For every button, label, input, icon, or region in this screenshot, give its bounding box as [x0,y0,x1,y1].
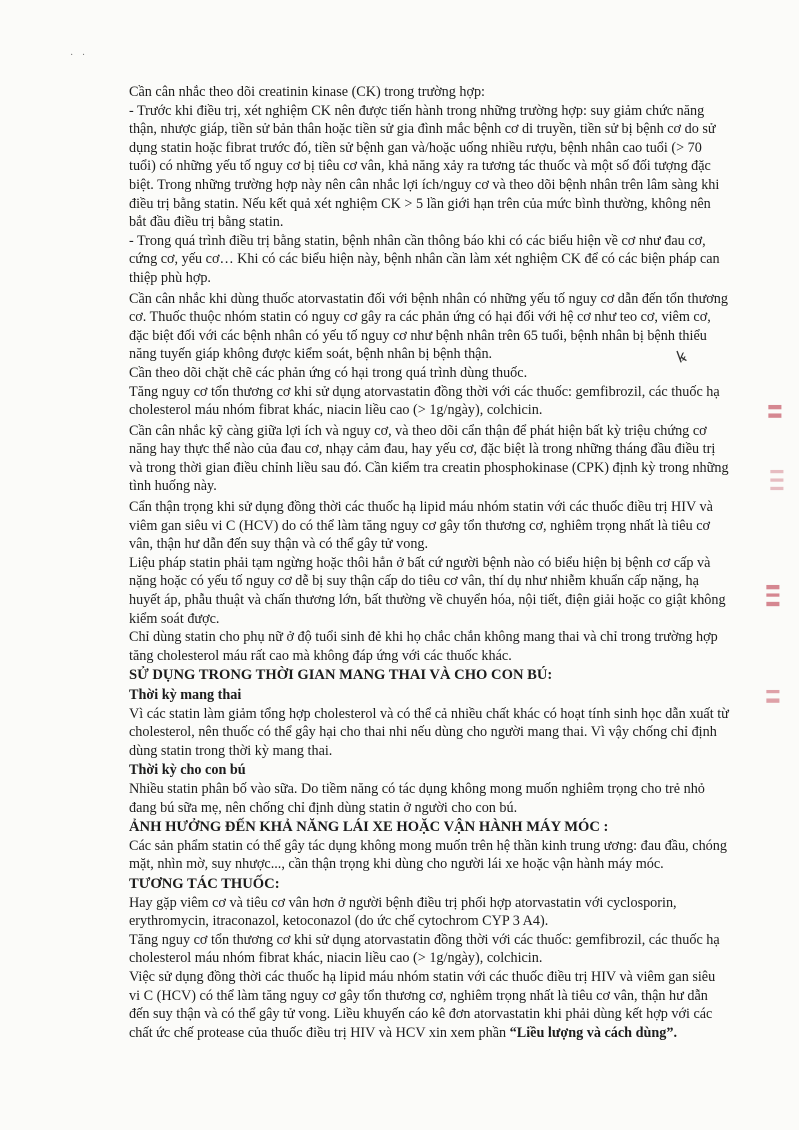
scan-specks: · · [70,50,89,61]
margin-stamp-mark: ▍▌ [766,690,779,707]
subheading-pregnancy: Thời kỳ mang thai [129,687,242,703]
paragraph: Cần theo dõi chặt chẽ các phản ứng có hại trong quá trình dùng thuốc. [129,364,528,381]
paragraph: Cần cân nhắc khi dùng thuốc atorvastatin đối với bệnh nhân có những yếu tố nguy cơ dẫn đến tổn thương cơ. Thuốc thuộc nhóm statin có nguy cơ gây ra các phản ứng có hại đối với hệ cơ như teo cơ, viêm cơ, đặc biệt đối với các bệnh nhân có yếu tố nguy cơ như bệnh nhân trên 65 tuổi, bệnh nhân bị bệnh thiểu năng tuyến giáp không được kiểm soát, bệnh nhân bị bệnh thận. [129,290,728,363]
paragraph: Vì các statin làm giảm tổng hợp cholesterol và có thể cả nhiều chất khác có hoạt tính sinh học dẫn xuất từ cholesterol, nên thuốc có thể gây hại cho thai nhi nếu dùng cho người mang thai. Vì vậy chống chỉ định dùng statin trong thời kỳ mang thai. [129,705,729,759]
section-heading-driving: ẢNH HƯỞNG ĐẾN KHẢ NĂNG LÁI XE HOẶC VẬN HÀNH MÁY MÓC : [129,819,609,836]
paragraph: Liệu pháp statin phải tạm ngừng hoặc thôi hẳn ở bất cứ người bệnh nào có biểu hiện bị bệnh cơ cấp và nặng hoặc có yếu tố nguy cơ dễ bị suy thận cấp do tiêu cơ vân, thí dụ như nhiễm khuẩn cấp nặng, hạ huyết áp, phẫu thuật và chấn thương lớn, bất thường về chuyển hóa, nội tiết, điện giải hoặc co giật không kiểm soát được. [129,554,726,627]
paragraph-text: Việc sử dụng đồng thời các thuốc hạ lipid máu nhóm statin với các thuốc điều trị HIV và viêm gan siêu vi C (HCV) có thể làm tăng nguy cơ gây tổn thương cơ, nghiêm trọng nhất là tiêu cơ vân, thận hư dẫn đến suy thận và có thể gây tử vong. Liều khuyến cáo kê đơn atorvastatin khi phải dùng kết hợp với các chất ức chế protease của thuốc điều trị HIV và HCV xin xem phần [129,968,716,1041]
paragraph: - Trước khi điều trị, xét nghiệm CK nên được tiến hành trong những trường hợp: suy giảm chức năng thận, nhược giáp, tiền sử bản thân hoặc tiền sử gia đình mắc bệnh cơ di truyền, tiền sử bị bệnh cơ do sử dụng statin hoặc fibrat trước đó, tiền sử bệnh gan và/hoặc uống nhiều rượu, bệnh nhân cao tuổi (> 70 tuổi) có những yếu tố nguy cơ bị tiêu cơ vân, khả năng xảy ra tương tác thuốc và một số đối tượng đặc biệt. Trong những trường hợp này nên cân nhắc lợi ích/nguy cơ và theo dõi bệnh nhân trên lâm sàng khi điều trị bằng statin. Nếu kết quả xét nghiệm CK > 5 lần giới hạn trên của mức bình thường, không nên bắt đầu điều trị bằng statin. [129,102,720,231]
paragraph: Nhiều statin phân bố vào sữa. Do tiềm năng có tác dụng không mong muốn nghiêm trọng cho trẻ nhỏ đang bú sữa mẹ, nên chống chỉ định dùng statin ở người cho con bú. [129,780,705,816]
margin-stamp-mark: ▌▍▌ [766,585,779,611]
paragraph: Tăng nguy cơ tổn thương cơ khi sử dụng atorvastatin đồng thời với các thuốc: gemfibrozil, các thuốc hạ cholesterol máu nhóm fibrat khác, niacin liều cao (> 1g/ngày), colchicin. [129,931,720,967]
paragraph: Cần cân nhắc theo dõi creatinin kinase (CK) trong trường hợp: [129,84,486,100]
paragraph: Cẩn thận trọng khi sử dụng đồng thời các thuốc hạ lipid máu nhóm statin với các thuốc điều trị HIV và viêm gan siêu vi C (HCV) do có thể làm tăng nguy cơ gây tổn thương cơ, nghiêm trọng nhất là tiêu cơ vân, thận hư dẫn đến suy thận và có thể gây tử vong. [129,499,713,553]
paragraph: Tăng nguy cơ tổn thương cơ khi sử dụng atorvastatin đồng thời với các thuốc: gemfibrozil, các thuốc hạ cholesterol máu nhóm fibrat khác, niacin liều cao (> 1g/ngày), colchicin. [129,383,720,419]
paragraph: - Trong quá trình điều trị bằng statin, bệnh nhân cần thông báo khi có các biểu hiện về cơ như đau cơ, cứng cơ, yếu cơ… Khi có các biểu hiện này, bệnh nhân cần làm xét nghiệm CK để có các biện pháp can thiệp phù hợp. [129,232,720,286]
section-heading-interactions: TƯƠNG TÁC THUỐC: [129,875,280,892]
cross-reference: “Liều lượng và cách dùng”. [509,1024,677,1041]
margin-stamp-mark: ▍▍▍ [770,470,783,496]
paragraph [129,968,729,1042]
section-heading-pregnancy: SỬ DỤNG TRONG THỜI GIAN MANG THAI VÀ CHO CON BÚ: [129,667,553,684]
paragraph: Các sản phẩm statin có thể gây tác dụng không mong muốn trên hệ thần kinh trung ương: đau đầu, chóng mặt, nhìn mờ, suy nhược..., cần thận trọng khi dùng cho người lái xe hoặc vận hành máy móc. [129,837,727,873]
paragraph: Cần cân nhắc kỹ càng giữa lợi ích và nguy cơ, và theo dõi cẩn thận để phát hiện bất kỳ triệu chứng cơ năng hay thực thể nào của đau cơ, nhạy cảm đau, hay yếu cơ, đặc biệt là trong những tháng đầu điều trị và trong thời gian điều chỉnh liều sau đó. Cần kiểm tra creatin phosphokinase (CPK) định kỳ trong những tình huống này. [129,422,729,495]
paragraph: Chỉ dùng statin cho phụ nữ ở độ tuổi sinh đẻ khi họ chắc chắn không mang thai và chỉ trong trường hợp tăng cholesterol máu rất cao mà không đáp ứng với các thuốc khác. [129,629,718,664]
initials-mark: ꝃ [674,346,689,367]
paragraph: Hay gặp viêm cơ và tiêu cơ vân hơn ở người bệnh điều trị phối hợp atorvastatin với cyclosporin, erythromycin, itraconazol, ketoconazol (do ức chế cytochrom CYP 3 A4). [129,894,677,930]
document-body [129,83,729,1042]
margin-stamp-mark: ▌▌ [768,405,781,422]
subheading-breastfeeding: Thời kỳ cho con bú [129,762,246,779]
